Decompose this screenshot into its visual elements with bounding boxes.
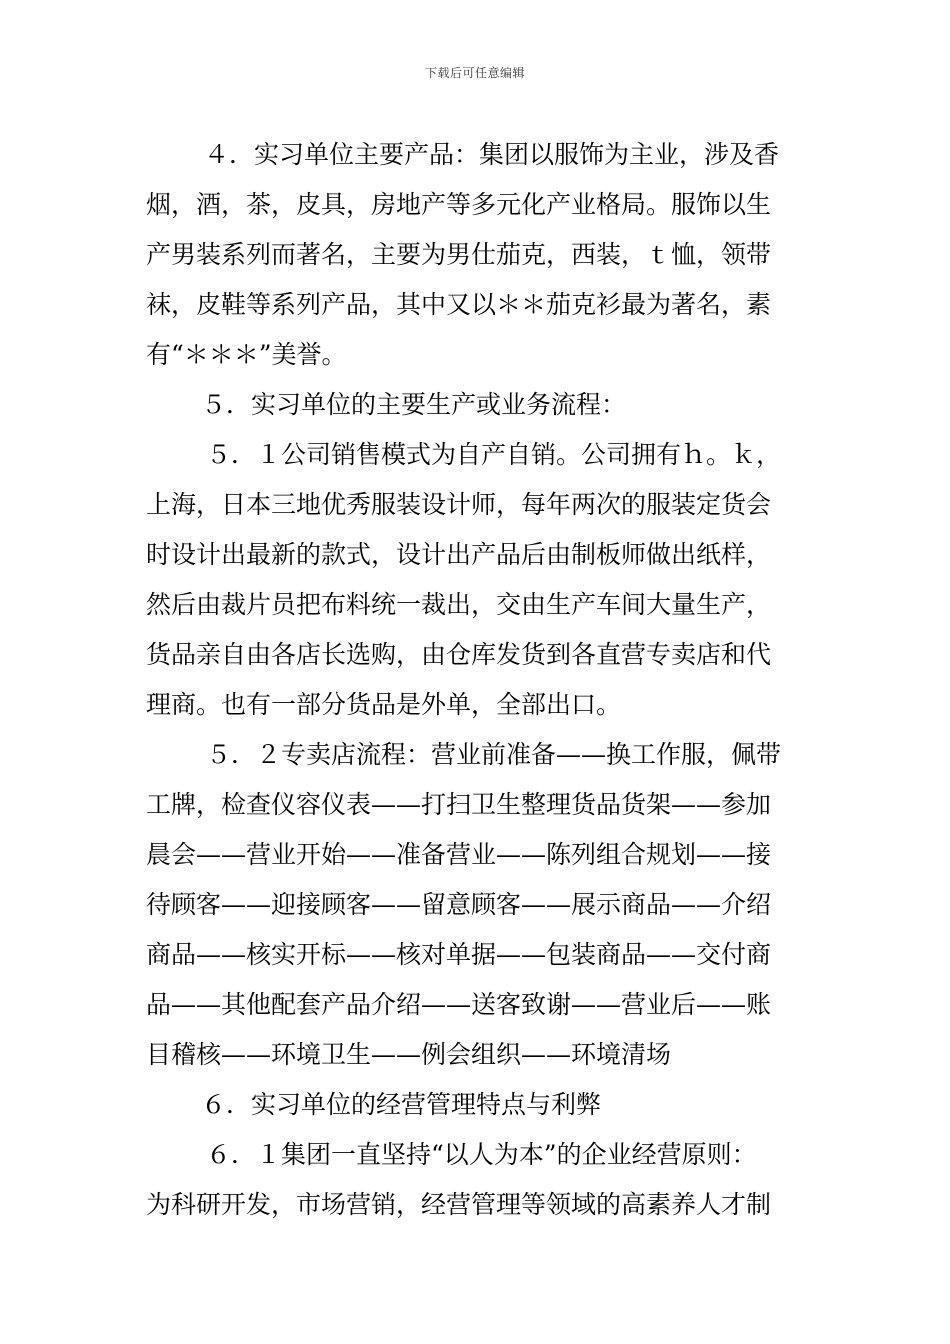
paragraph-line: 工牌，检查仪容仪表——打扫卫生整理货品货架——参加: [146, 790, 772, 819]
paragraph-line: 目稽核——环境卫生——例会组织——环境清场: [146, 1040, 672, 1069]
paragraph-line: 上海，日本三地优秀服装设计师，每年两次的服装定货会: [146, 490, 772, 519]
paragraph-line: 待顾客——迎接顾客——留意顾客——展示商品——介绍: [146, 890, 772, 919]
paragraph-line: 货品亲自由各店长选购，由仓库发货到各直营专卖店和代: [146, 640, 772, 669]
paragraph-line: 商品——核实开标——核对单据——包装商品——交付商: [146, 940, 772, 969]
paragraph-line: ５．２专卖店流程：营业前准备——换工作服，佩带: [206, 740, 782, 769]
paragraph-line: 有“＊＊＊”美誉。: [146, 340, 347, 369]
page-header: 下载后可任意编辑: [424, 66, 525, 80]
paragraph-line: ４．实习单位主要产品：集团以服饰为主业，涉及香: [204, 140, 780, 169]
document-body: [146, 130, 806, 1230]
paragraph-line: 晨会——营业开始——准备营业——陈列组合规划——接: [146, 840, 772, 869]
paragraph-line: 时设计出最新的款式，设计出产品后由制板师做出纸样，: [146, 540, 772, 569]
paragraph-line: 品——其他配套产品介绍——送客致谢——营业后——账: [146, 990, 772, 1019]
section-heading: ５．实习单位的主要生产或业务流程：: [201, 390, 627, 419]
section-heading: ６．实习单位的经营管理特点与利弊: [201, 1090, 602, 1119]
paragraph-line: 为科研开发，市场营销，经营管理等领域的高素养人才制: [146, 1190, 772, 1219]
paragraph-line: 产男装系列而著名，主要为男仕茄克，西装，ｔ恤，领带: [146, 240, 772, 269]
paragraph-line: ５．１公司销售模式为自产自销。公司拥有ｈ。ｋ，: [206, 440, 782, 469]
paragraph-line: 然后由裁片员把布料统一裁出，交由生产车间大量生产，: [146, 590, 772, 619]
paragraph-line: 袜，皮鞋等系列产品，其中又以＊＊茄克衫最为著名，素: [146, 290, 772, 319]
paragraph-line: 理商。也有一部分货品是外单，全部出口。: [146, 690, 622, 719]
paragraph-line: 烟，酒，茶，皮具，房地产等多元化产业格局。服饰以生: [146, 190, 772, 219]
paragraph-line: ６．１集团一直坚持“以人为本”的企业经营原则：: [206, 1140, 757, 1169]
